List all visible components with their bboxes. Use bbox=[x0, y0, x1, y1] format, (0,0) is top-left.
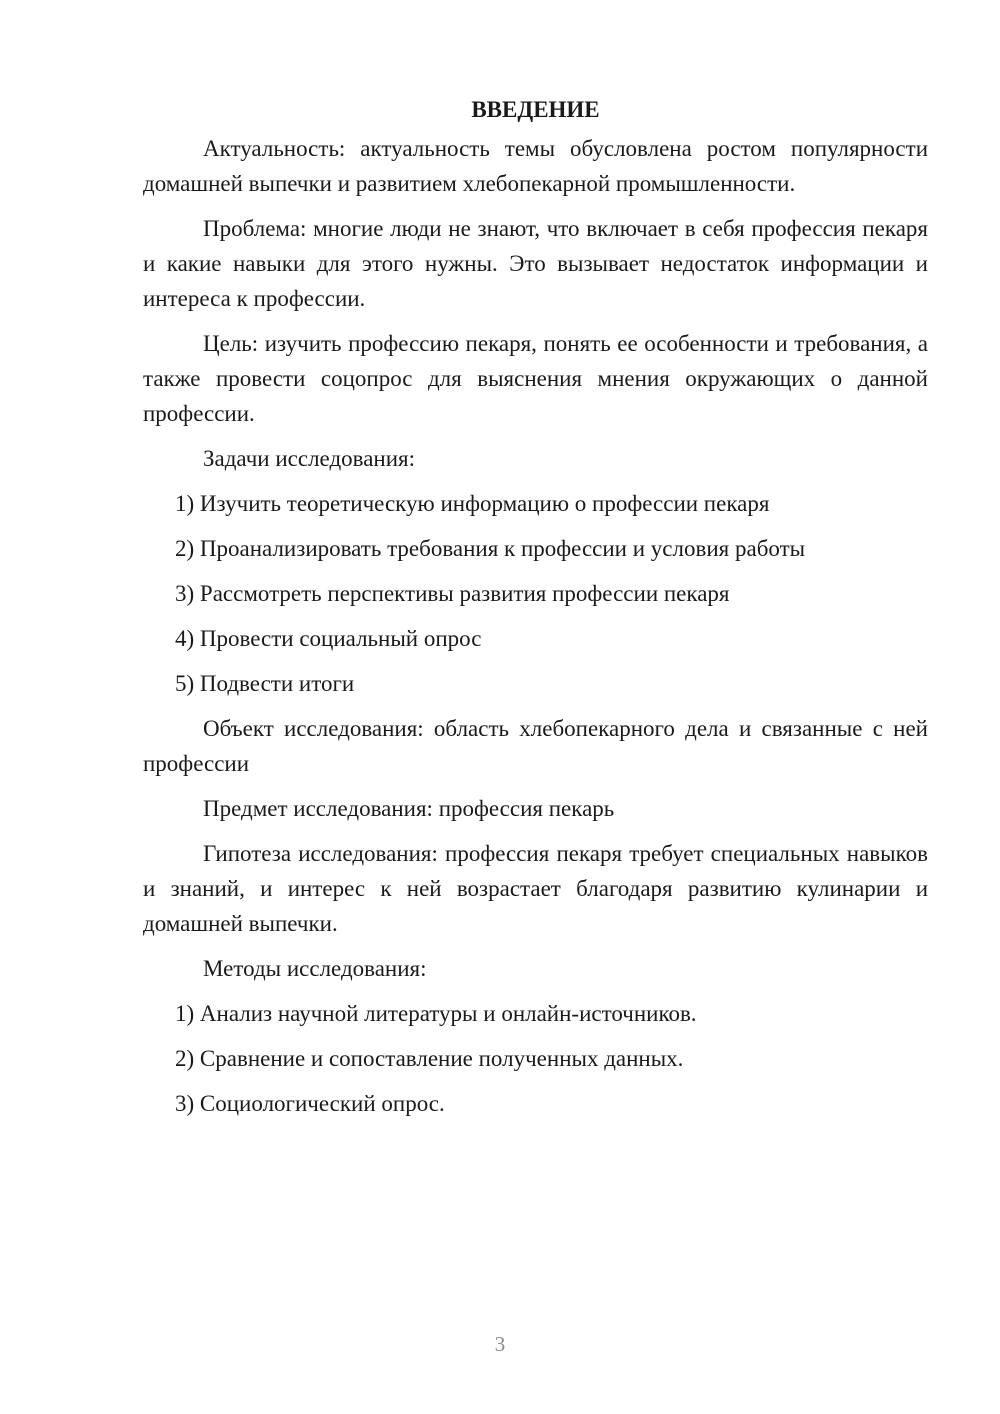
list-item: 2) Сравнение и сопоставление полученных данных. bbox=[175, 1046, 684, 1071]
tasks-title: Задачи исследования: bbox=[203, 446, 416, 471]
list-item: 2) Проанализировать требования к профессии и условия работы bbox=[175, 536, 806, 561]
relevance-paragraph: Актуальность: актуальность темы обусловлена ростом популярности домашней выпечки и развитием хлебопекарной промышленности. bbox=[143, 136, 928, 196]
list-item: 1) Изучить теоретическую информацию о профессии пекаря bbox=[175, 491, 770, 516]
object-paragraph: Объект исследования: область хлебопекарного дела и связанные с ней профессии bbox=[143, 716, 928, 776]
hypothesis-paragraph: Гипотеза исследования: профессия пекаря требует специальных навыков и знаний, и интерес к ней возрастает благодаря развитию кулинарии и домашней выпечки. bbox=[143, 841, 928, 936]
document-page bbox=[143, 92, 928, 1131]
methods-list bbox=[143, 996, 928, 1121]
tasks-list bbox=[143, 486, 928, 701]
problem-paragraph: Проблема: многие люди не знают, что включает в себя профессия пекаря и какие навыки для этого нужны. Это вызывает недостаток информации и интереса к профессии. bbox=[143, 216, 928, 311]
list-item: 1) Анализ научной литературы и онлайн-источников. bbox=[175, 1001, 697, 1026]
methods-title: Методы исследования: bbox=[203, 956, 427, 981]
page-number: 3 bbox=[494, 1332, 506, 1356]
goal-paragraph: Цель: изучить профессию пекаря, понять ее особенности и требования, а также провести соцопрос для выяснения мнения окружающих о данной профессии. bbox=[143, 331, 928, 426]
section-heading: ВВЕДЕНИЕ bbox=[471, 97, 600, 122]
subject-paragraph: Предмет исследования: профессия пекарь bbox=[203, 796, 615, 821]
list-item: 3) Социологический опрос. bbox=[175, 1091, 445, 1116]
list-item: 3) Рассмотреть перспективы развития профессии пекаря bbox=[175, 581, 730, 606]
list-item: 4) Провести социальный опрос bbox=[175, 626, 482, 651]
list-item: 5) Подвести итоги bbox=[175, 671, 355, 696]
